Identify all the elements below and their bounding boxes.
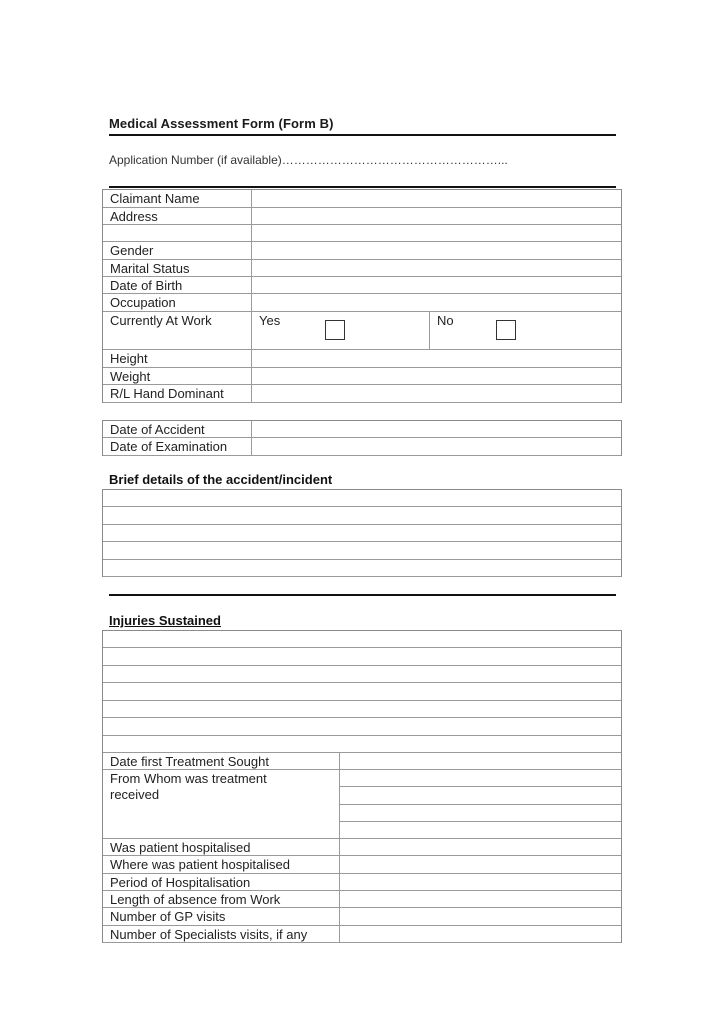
table-row [103, 225, 621, 242]
date-of-accident-label: Date of Accident [103, 421, 252, 437]
table-row [103, 753, 621, 770]
hospitalised-label: Was patient hospitalised [103, 839, 340, 855]
accident-details-heading: Brief details of the accident/incident [109, 472, 333, 487]
table-row [103, 770, 621, 839]
claimant-name-input[interactable] [252, 190, 621, 207]
specialist-visits-input[interactable] [340, 926, 621, 942]
writing-line[interactable] [103, 490, 621, 507]
writing-line[interactable] [103, 525, 621, 542]
table-row [103, 421, 621, 438]
form-title: Medical Assessment Form (Form B) [109, 116, 334, 131]
table-row [103, 294, 621, 312]
marital-status-input[interactable] [252, 260, 621, 276]
date-of-birth-input[interactable] [252, 277, 621, 293]
writing-line[interactable] [103, 666, 621, 683]
injuries-heading: Injuries Sustained [109, 613, 221, 628]
address-input-line2[interactable] [252, 225, 621, 241]
writing-line[interactable] [103, 736, 621, 753]
gp-visits-label: Number of GP visits [103, 908, 340, 925]
table-row [103, 312, 621, 350]
specialist-visits-label: Number of Specialists visits, if any [103, 926, 340, 942]
where-hospitalised-input[interactable] [340, 856, 621, 873]
writing-line[interactable] [340, 770, 621, 787]
weight-label: Weight [103, 368, 252, 384]
dates-table [102, 420, 622, 456]
section-rule [109, 594, 616, 596]
title-rule [109, 134, 616, 136]
table-row [103, 260, 621, 277]
where-hospitalised-label: Where was patient hospitalised [103, 856, 340, 873]
no-label: No [437, 313, 454, 328]
period-label: Period of Hospitalisation [103, 874, 340, 890]
injuries-table [102, 630, 622, 943]
table-row [103, 839, 621, 856]
writing-line[interactable] [103, 701, 621, 718]
yes-checkbox[interactable] [325, 320, 345, 340]
yes-no-divider [429, 312, 430, 350]
table-row [103, 208, 621, 225]
table-row [103, 242, 621, 260]
section-rule-top [109, 186, 616, 188]
writing-line[interactable] [103, 648, 621, 666]
writing-line[interactable] [340, 822, 621, 838]
from-whom-input [340, 770, 621, 838]
absence-label: Length of absence from Work [103, 891, 340, 907]
first-treatment-label: Date first Treatment Sought [103, 753, 340, 769]
yes-label: Yes [259, 313, 281, 328]
currently-at-work-label: Currently At Work [103, 312, 252, 349]
table-row [103, 891, 621, 908]
occupation-input[interactable] [252, 294, 621, 311]
table-row [103, 438, 621, 456]
address-continuation [103, 225, 252, 241]
hand-dominant-label: R/L Hand Dominant [103, 385, 252, 402]
table-row [103, 350, 621, 368]
gp-visits-input[interactable] [340, 908, 621, 925]
period-input[interactable] [340, 874, 621, 890]
writing-line[interactable] [103, 683, 621, 701]
date-of-examination-input[interactable] [252, 438, 621, 455]
application-number-field[interactable]: Application Number (if available)………………………………………………... [109, 153, 508, 167]
absence-input[interactable] [340, 891, 621, 907]
table-row [103, 190, 621, 208]
table-row [103, 908, 621, 926]
table-row [103, 277, 621, 294]
date-of-examination-label: Date of Examination [103, 438, 252, 455]
from-whom-label [103, 770, 340, 838]
table-row [103, 926, 621, 943]
writing-line[interactable] [103, 507, 621, 525]
writing-line[interactable] [340, 805, 621, 822]
from-whom-label-line1: From Whom was treatment [110, 771, 267, 786]
weight-input[interactable] [252, 368, 621, 384]
no-checkbox[interactable] [496, 320, 516, 340]
address-label: Address [103, 208, 252, 224]
writing-line[interactable] [340, 787, 621, 805]
hand-dominant-input[interactable] [252, 385, 621, 402]
personal-details-table [102, 189, 622, 403]
claimant-name-label: Claimant Name [103, 190, 252, 207]
writing-line[interactable] [103, 560, 621, 577]
height-label: Height [103, 350, 252, 367]
currently-at-work-options [252, 312, 621, 349]
height-input[interactable] [252, 350, 621, 367]
from-whom-label-line2: received [110, 787, 160, 802]
address-input[interactable] [252, 208, 621, 224]
table-row [103, 385, 621, 403]
writing-line[interactable] [103, 631, 621, 648]
table-row [103, 874, 621, 891]
accident-details-lines [102, 489, 622, 577]
hospitalised-input[interactable] [340, 839, 621, 855]
first-treatment-input[interactable] [340, 753, 621, 769]
date-of-accident-input[interactable] [252, 421, 621, 437]
writing-line[interactable] [103, 542, 621, 560]
gender-input[interactable] [252, 242, 621, 259]
date-of-birth-label: Date of Birth [103, 277, 252, 293]
occupation-label: Occupation [103, 294, 252, 311]
table-row [103, 368, 621, 385]
marital-status-label: Marital Status [103, 260, 252, 276]
table-row [103, 856, 621, 874]
gender-label: Gender [103, 242, 252, 259]
writing-line[interactable] [103, 718, 621, 736]
